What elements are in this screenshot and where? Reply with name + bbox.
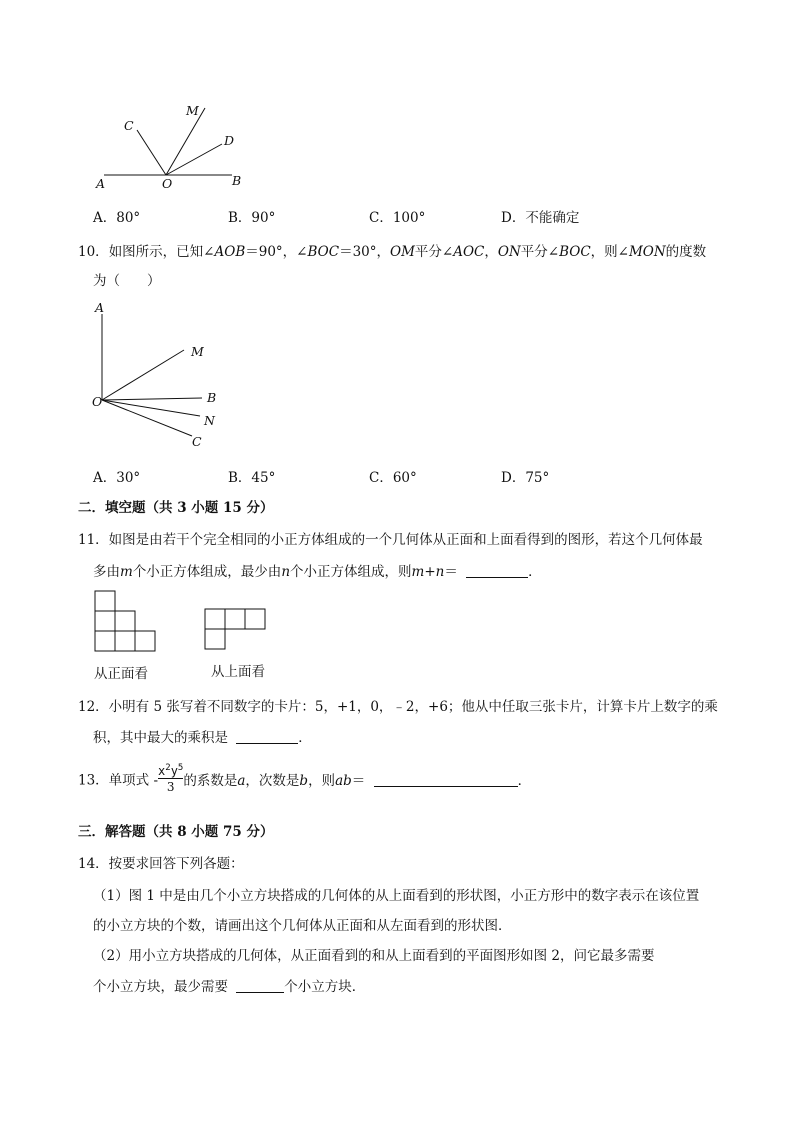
q13-ab: ab (335, 772, 352, 789)
q10-on: ON (497, 244, 521, 260)
q10-aoc: AOC (453, 244, 485, 260)
q13-answer-blank[interactable] (374, 772, 518, 787)
q10-boc2: BOC (559, 244, 591, 260)
figure-q10 (88, 298, 228, 456)
q10-mon: MON (628, 244, 666, 260)
q10-text-c: ＝30°， (339, 244, 391, 260)
q9-option-d: D．不能确定 (501, 210, 580, 226)
label-m: M (186, 103, 199, 118)
q13-b: b (299, 772, 309, 789)
q12-line2 (93, 726, 312, 746)
q14-part1-line2: 的小立方块的个数，请画出这个几何体从正面和从左面看到的形状图． (93, 918, 512, 934)
q10-text-b: ＝90°，∠ (245, 244, 308, 260)
label-a: A (95, 300, 105, 315)
q10-option-a: A．30° (93, 470, 141, 486)
q11-m: m (120, 564, 133, 580)
q14-answer-blank[interactable] (236, 978, 284, 993)
label-o: O (92, 394, 103, 409)
q13-x-exp: 2 (165, 763, 171, 773)
q11-end: ． (528, 564, 542, 580)
q11-front-view (94, 590, 158, 654)
q10-option-c: C．60° (369, 470, 417, 486)
ray-om (166, 108, 205, 175)
q11-line1: 11．如图是由若干个完全相同的小正方体组成的一个几何体从正面和上面看得到的图形，若这个几何体最 (78, 532, 703, 548)
section-3-title: 三．解答题（共 8 小题 75 分） (78, 824, 274, 840)
ray-on (102, 400, 200, 416)
q13-y-exp: 5 (177, 763, 184, 773)
ray-od (166, 144, 222, 175)
q10-number: 10． (78, 244, 109, 260)
q10-option-d: D．75° (501, 470, 550, 486)
q14-line1: 14．按要求回答下列各题： (78, 856, 244, 872)
q10-text-e: ， (484, 244, 498, 260)
q13-line (78, 764, 531, 793)
q12-end: ． (298, 730, 312, 746)
q11-text-d: ＝ (444, 564, 458, 580)
q13-prefix: 13．单项式 - (78, 772, 159, 789)
q11-caption-top: 从上面看 (211, 664, 265, 680)
label-c: C (192, 434, 202, 449)
q11-text-a: 多由 (93, 564, 120, 580)
q10-boc: BOC (307, 244, 340, 260)
q14-part1-line1: （1）图 1 中是由几个小立方块搭成的几何体的从上面看到的形状图，小正方形中的数字表示在该位置 (93, 888, 700, 904)
label-d: D (224, 133, 235, 148)
label-b: B (207, 390, 217, 405)
q10-line1 (78, 240, 706, 260)
ray-oc (102, 400, 192, 436)
q9-option-b: B．90° (228, 210, 276, 226)
q13-x: x (158, 764, 166, 778)
q9-option-c: C．100° (369, 210, 426, 226)
section-2-title: 二．填空题（共 3 小题 15 分） (78, 500, 274, 516)
q12-line1: 12．小明有 5 张写着不同数字的卡片：5，+1，0，﹣2，+6；他从中任取三张卡片，计算卡片上数字的乘 (78, 699, 718, 715)
q10-text-h: 的度数 (665, 244, 707, 260)
q9-option-a: A．80° (93, 210, 141, 226)
q10-option-b: B．45° (228, 470, 276, 486)
q13-fraction (158, 764, 183, 793)
label-a: A (96, 176, 106, 191)
q10-text-a: 如图所示，已知∠ (108, 244, 215, 260)
ray-om (102, 350, 184, 400)
q12-answer-blank[interactable] (236, 729, 298, 744)
q14-part2-text-a: 个小立方块，最少需要 (93, 979, 228, 995)
q11-line2 (93, 560, 542, 580)
label-b: B (232, 173, 242, 188)
q13-text-a: 的系数是 (183, 772, 238, 789)
q11-mn: m+n (411, 564, 445, 580)
q13-denominator: 3 (158, 778, 183, 793)
ray-oc (137, 130, 166, 175)
label-o: O (162, 176, 173, 191)
q11-text-c: 个小正方体组成，则 (290, 564, 412, 580)
q14-part2-line1: （2）用小立方块搭成的几何体，从正面看到的和从上面看到的平面图形如图 2，问它最多需要 (93, 948, 655, 964)
figure-q9 (90, 98, 260, 196)
q10-text-d: 平分∠ (414, 244, 454, 260)
q10-text-f: 平分∠ (520, 244, 560, 260)
q12-text: 积，其中最大的乘积是 (93, 730, 228, 746)
label-m: M (191, 344, 204, 359)
q11-answer-blank[interactable] (466, 563, 528, 578)
q13-end: ． (517, 772, 532, 789)
q13-text-d: ＝ (351, 772, 366, 789)
q11-caption-front: 从正面看 (94, 666, 148, 682)
q10-text-g: ，则∠ (590, 244, 629, 260)
q10-om: OM (390, 244, 415, 260)
q11-text-b: 个小正方体组成，最少由 (132, 564, 282, 580)
q14-part2-line2 (93, 975, 365, 995)
q10-aob: AOB (214, 244, 246, 260)
q10-line2: 为（ ） (93, 273, 161, 289)
label-c: C (124, 118, 134, 133)
q11-top-view (204, 608, 268, 652)
q13-text-b: ，次数是 (245, 772, 300, 789)
q13-y: y (170, 764, 178, 778)
q11-n: n (281, 564, 291, 580)
label-n: N (204, 413, 215, 428)
q13-text-c: ，则 (308, 772, 336, 789)
q14-part2-text-b: 个小立方块． (284, 979, 366, 995)
ray-ob (102, 398, 202, 400)
q13-a: a (237, 772, 246, 789)
